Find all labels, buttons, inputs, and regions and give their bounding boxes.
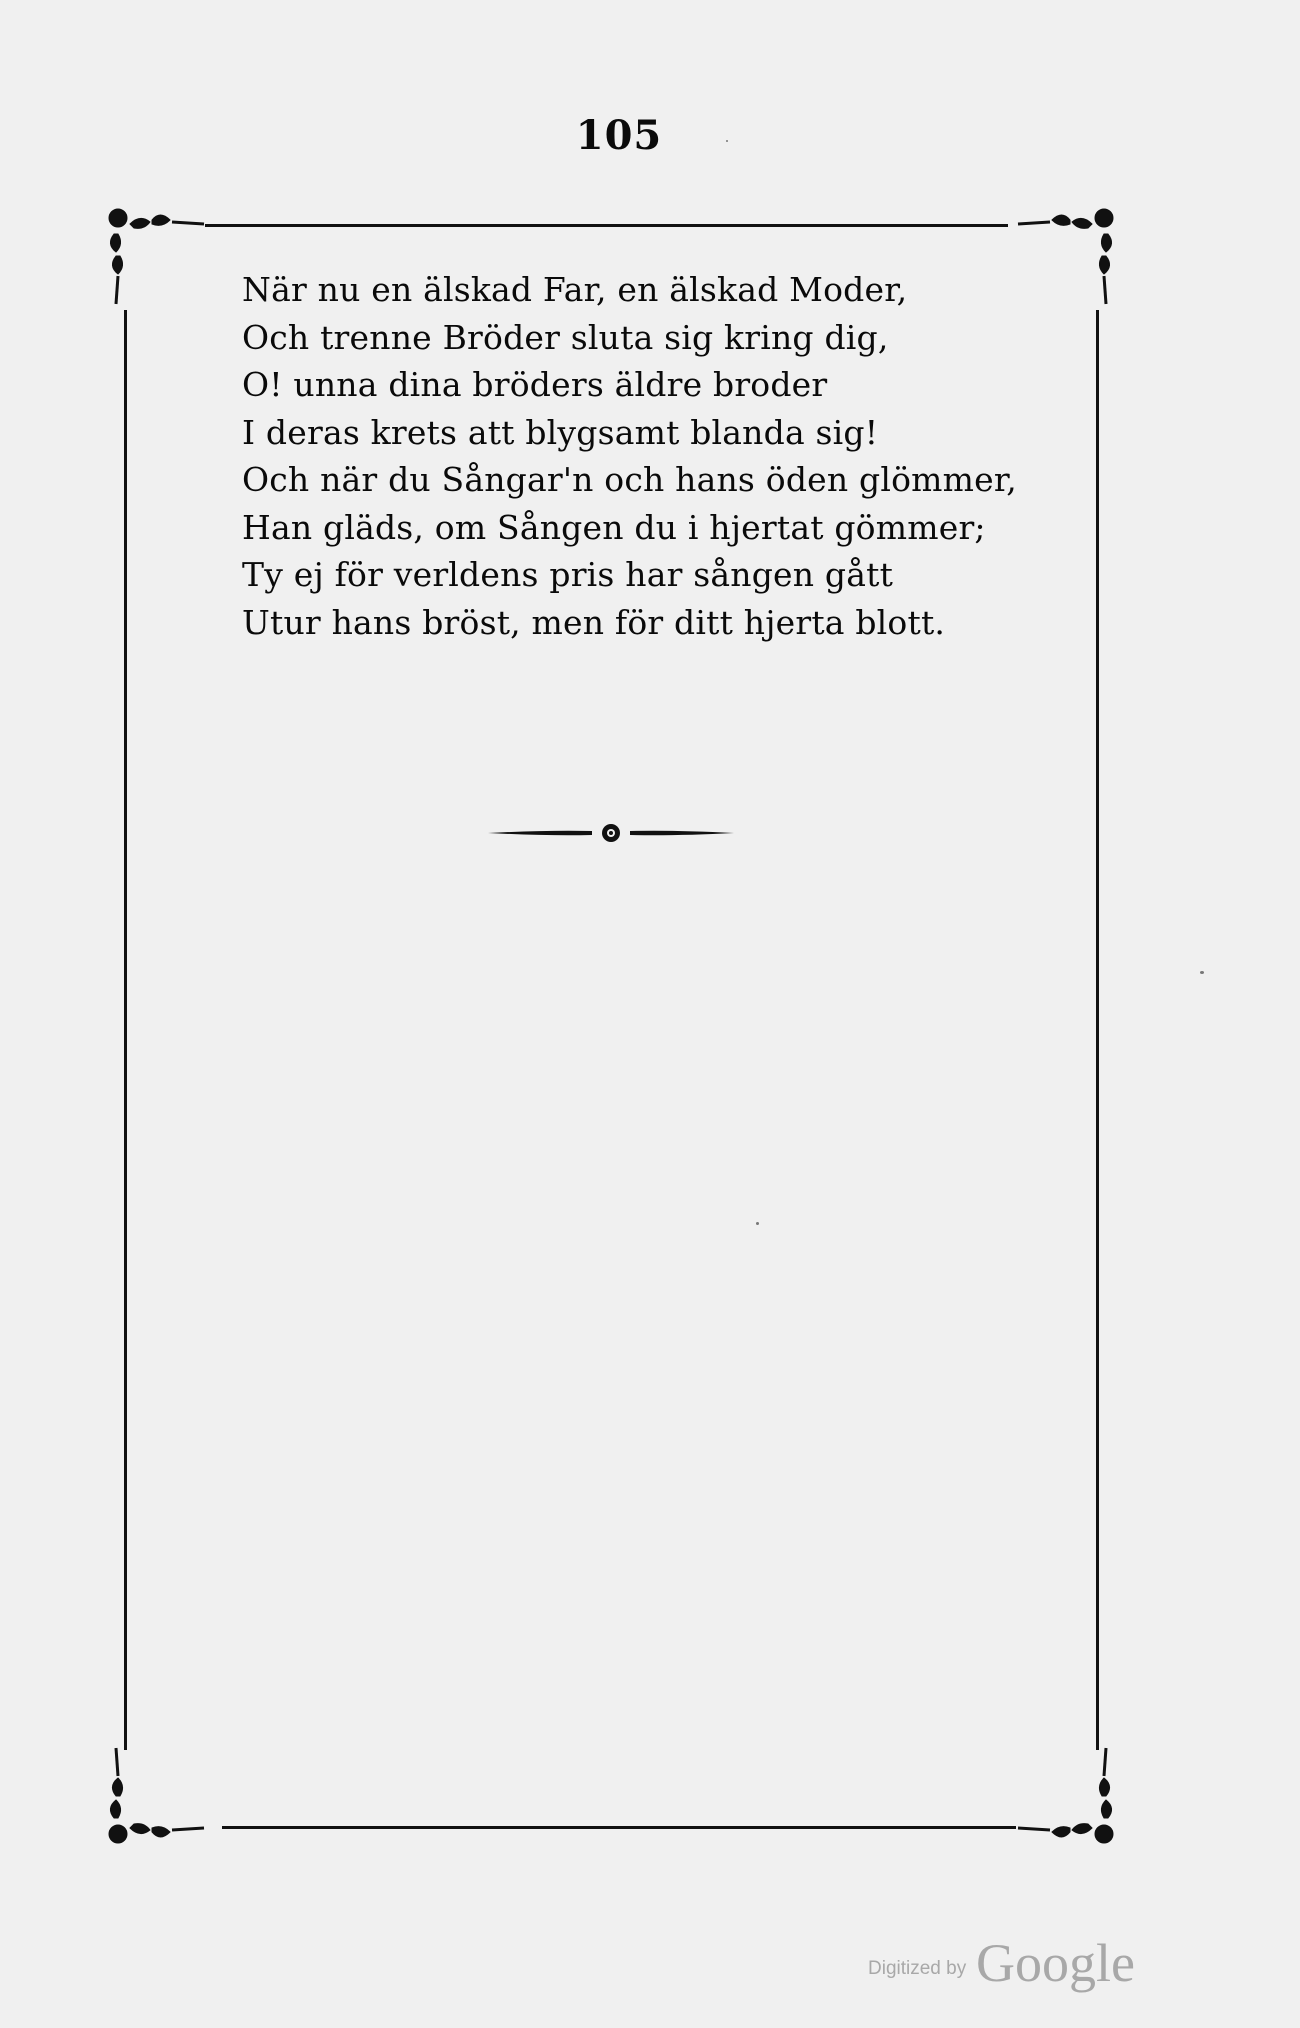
corner-ornament-bottom-right-icon: [1012, 1742, 1122, 1852]
rosette-divider-icon: [486, 818, 736, 848]
scan-speck: [756, 1222, 759, 1225]
poem-line: O! unna dina bröders äldre broder: [242, 365, 828, 404]
corner-ornament-bottom-left-icon: [100, 1742, 210, 1852]
poem-line: Och när du Sångar'n och hans öden glömmer,: [242, 460, 1017, 499]
poem-line: Han gläds, om Sången du i hjertat gömmer;: [242, 507, 986, 547]
google-logo: Google: [976, 1933, 1135, 1993]
poem-line: Och trenne Bröder sluta sig kring dig,: [242, 317, 889, 357]
poem-line: Utur hans bröst, men för ditt hjerta blott.: [242, 602, 946, 642]
frame-left-line: [124, 310, 127, 1750]
page-number: 105: [575, 112, 663, 159]
frame-bottom-line: [222, 1826, 1016, 1829]
poem-stanza: [242, 266, 1042, 646]
poem-line: I deras krets att blygsamt blanda sig!: [242, 412, 879, 452]
poem-line: Ty ej för verldens pris har sången gått: [242, 555, 894, 594]
scan-speck: [726, 140, 728, 142]
digitized-by-label: Digitized by: [868, 1958, 967, 1979]
poem-line: När nu en älskad Far, en älskad Moder,: [242, 270, 908, 309]
scan-speck: [1200, 971, 1204, 974]
frame-right-line: [1096, 310, 1099, 1750]
frame-top-line: [205, 224, 1008, 227]
corner-ornament-top-left-icon: [100, 200, 210, 310]
